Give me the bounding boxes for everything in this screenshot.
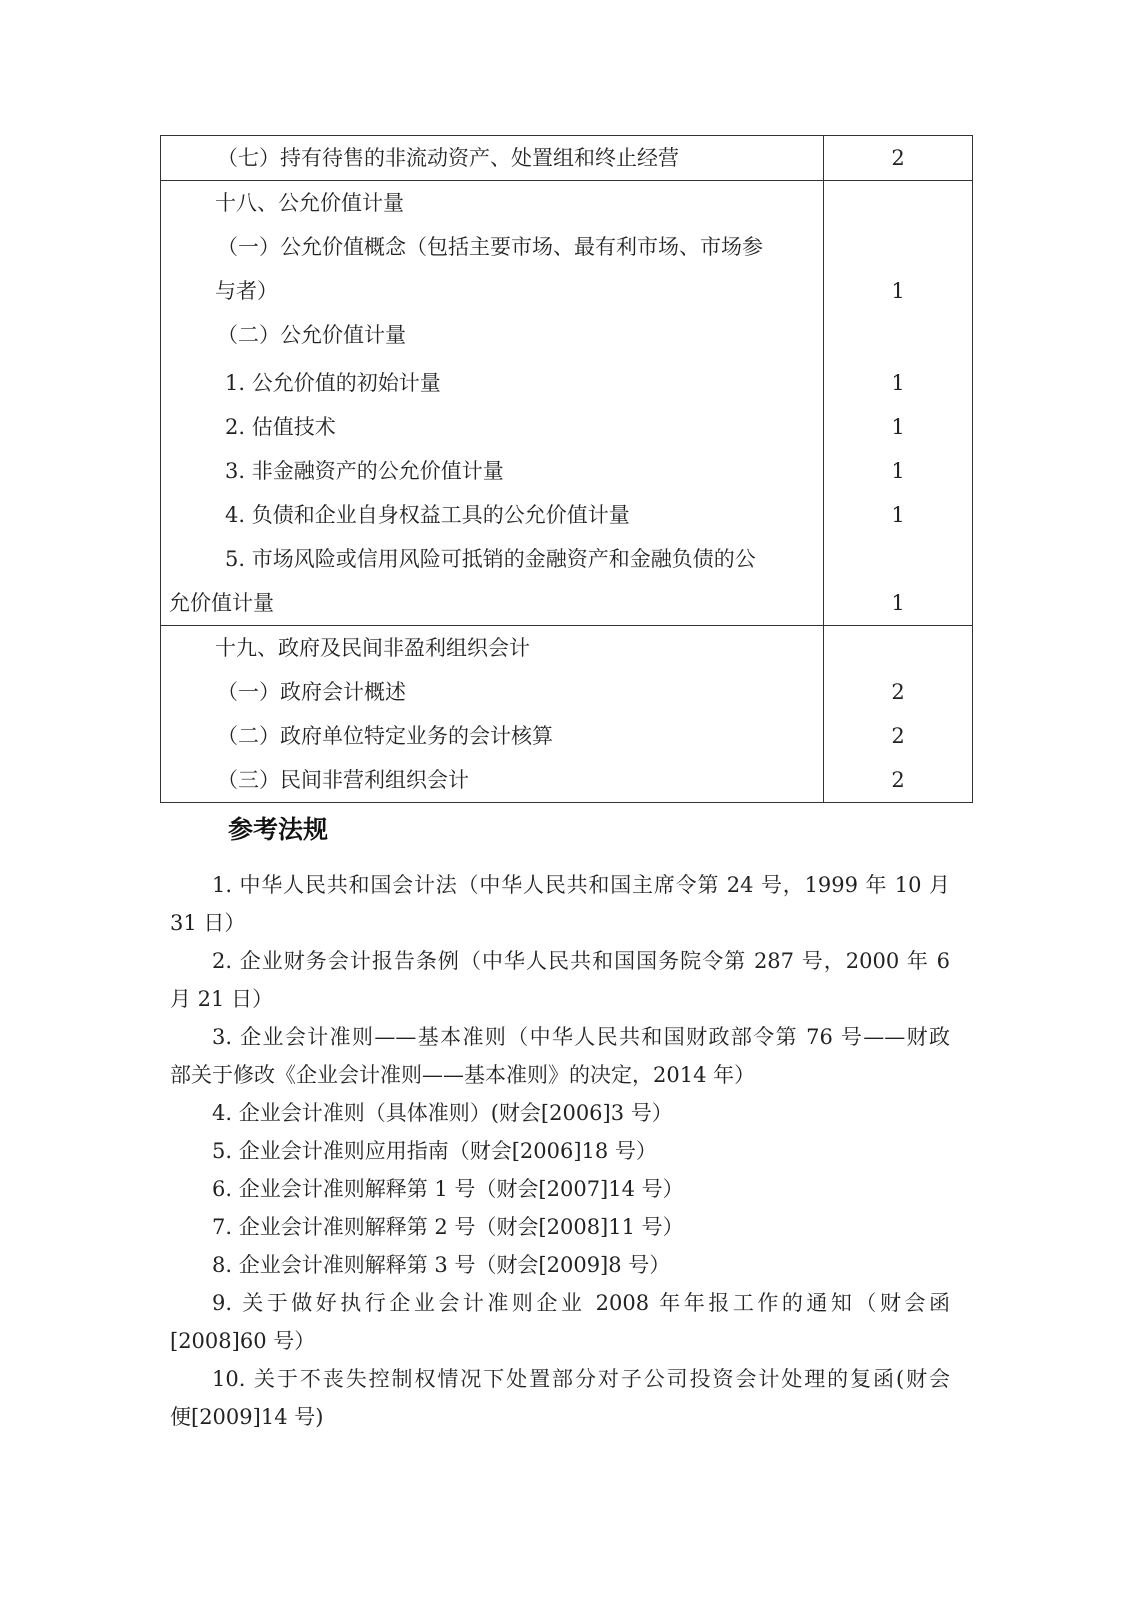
reference-item <box>170 1132 950 1170</box>
level-value <box>824 181 972 225</box>
reference-text-continued: 部关于修改《企业会计准则——基本准则》的决定，2014 年） <box>170 1063 756 1087</box>
level-value: 1 <box>891 591 905 615</box>
topic-line: （二）政府单位特定业务的会计核算 <box>217 724 553 748</box>
reference-item <box>170 942 950 1018</box>
reference-text: 4. 企业会计准则（具体准则）(财会[2006]3 号） <box>212 1101 673 1125</box>
section-heading: 十九、政府及民间非盈利组织会计 <box>215 636 530 660</box>
reference-text: 6. 企业会计准则解释第 1 号（财会[2007]14 号） <box>212 1177 684 1201</box>
reference-text: 9. 关于做好执行企业会计准则企业 2008 年年报工作的通知（财会函 <box>212 1291 950 1315</box>
level-value <box>824 225 972 269</box>
level-value: 2 <box>891 724 905 748</box>
topic-line: 与者） <box>215 279 278 303</box>
level-value <box>824 626 972 670</box>
reference-text: 8. 企业会计准则解释第 3 号（财会[2009]8 号） <box>212 1253 671 1277</box>
reference-item <box>170 1246 950 1284</box>
topic-line: （七）持有待售的非流动资产、处置组和终止经营 <box>217 146 679 170</box>
level-value: 2 <box>891 146 905 170</box>
topic-line: （三）民间非营利组织会计 <box>217 768 469 792</box>
section-heading: 十八、公允价值计量 <box>215 191 404 215</box>
topic-line: 5. 市场风险或信用风险可抵销的金融资产和金融负债的公 <box>225 547 756 571</box>
syllabus-table <box>160 135 973 803</box>
reference-text: 5. 企业会计准则应用指南（财会[2006]18 号） <box>212 1139 657 1163</box>
level-value: 1 <box>891 459 905 483</box>
reference-item <box>170 1094 950 1132</box>
topic-cell <box>161 136 824 181</box>
reference-item <box>170 1170 950 1208</box>
topic-line: （二）公允价值计量 <box>217 323 406 347</box>
level-value <box>824 537 972 581</box>
reference-text: 1. 中华人民共和国会计法（中华人民共和国主席令第 24 号，1999 年 10 月 <box>212 873 950 897</box>
level-value: 1 <box>891 279 905 303</box>
level-cell <box>824 136 973 181</box>
topic-line: 1. 公允价值的初始计量 <box>225 371 441 395</box>
level-value: 2 <box>891 768 905 792</box>
reference-text-continued: [2008]60 号） <box>170 1329 316 1353</box>
topic-line: 2. 估值技术 <box>225 415 336 439</box>
level-cell <box>824 626 973 803</box>
reference-text-continued: 便[2009]14 号) <box>170 1405 324 1429</box>
reference-text: 2. 企业财务会计报告条例（中华人民共和国国务院令第 287 号，2000 年 6 <box>212 949 950 973</box>
topic-line: 3. 非金融资产的公允价值计量 <box>225 459 504 483</box>
references-heading: 参考法规 <box>228 815 329 844</box>
reference-item <box>170 866 950 942</box>
level-value: 1 <box>891 503 905 527</box>
level-value: 2 <box>891 680 905 704</box>
level-value <box>824 313 972 361</box>
reference-text-continued: 月 21 日） <box>170 987 274 1011</box>
reference-item <box>170 1360 950 1436</box>
reference-text: 3. 企业会计准则——基本准则（中华人民共和国财政部令第 76 号——财政 <box>212 1025 950 1049</box>
topic-cell <box>161 181 824 626</box>
reference-item <box>170 1284 950 1360</box>
topic-line: （一）公允价值概念（包括主要市场、最有利市场、市场参 <box>217 235 763 259</box>
topic-cell <box>161 626 824 803</box>
reference-text: 7. 企业会计准则解释第 2 号（财会[2008]11 号） <box>212 1215 684 1239</box>
topic-line: 允价值计量 <box>169 591 274 615</box>
reference-text: 10. 关于不丧失控制权情况下处置部分对子公司投资会计处理的复函(财会 <box>212 1367 950 1391</box>
table-row <box>161 626 973 803</box>
table-row <box>161 136 973 181</box>
reference-item <box>170 1018 950 1094</box>
level-cell <box>824 181 973 626</box>
references-list <box>170 866 950 1436</box>
reference-text-continued: 31 日） <box>170 911 246 935</box>
topic-line: （一）政府会计概述 <box>217 680 406 704</box>
table-row <box>161 181 973 626</box>
reference-item <box>170 1208 950 1246</box>
topic-line: 4. 负债和企业自身权益工具的公允价值计量 <box>225 503 630 527</box>
level-value: 1 <box>891 415 905 439</box>
level-value: 1 <box>891 371 905 395</box>
